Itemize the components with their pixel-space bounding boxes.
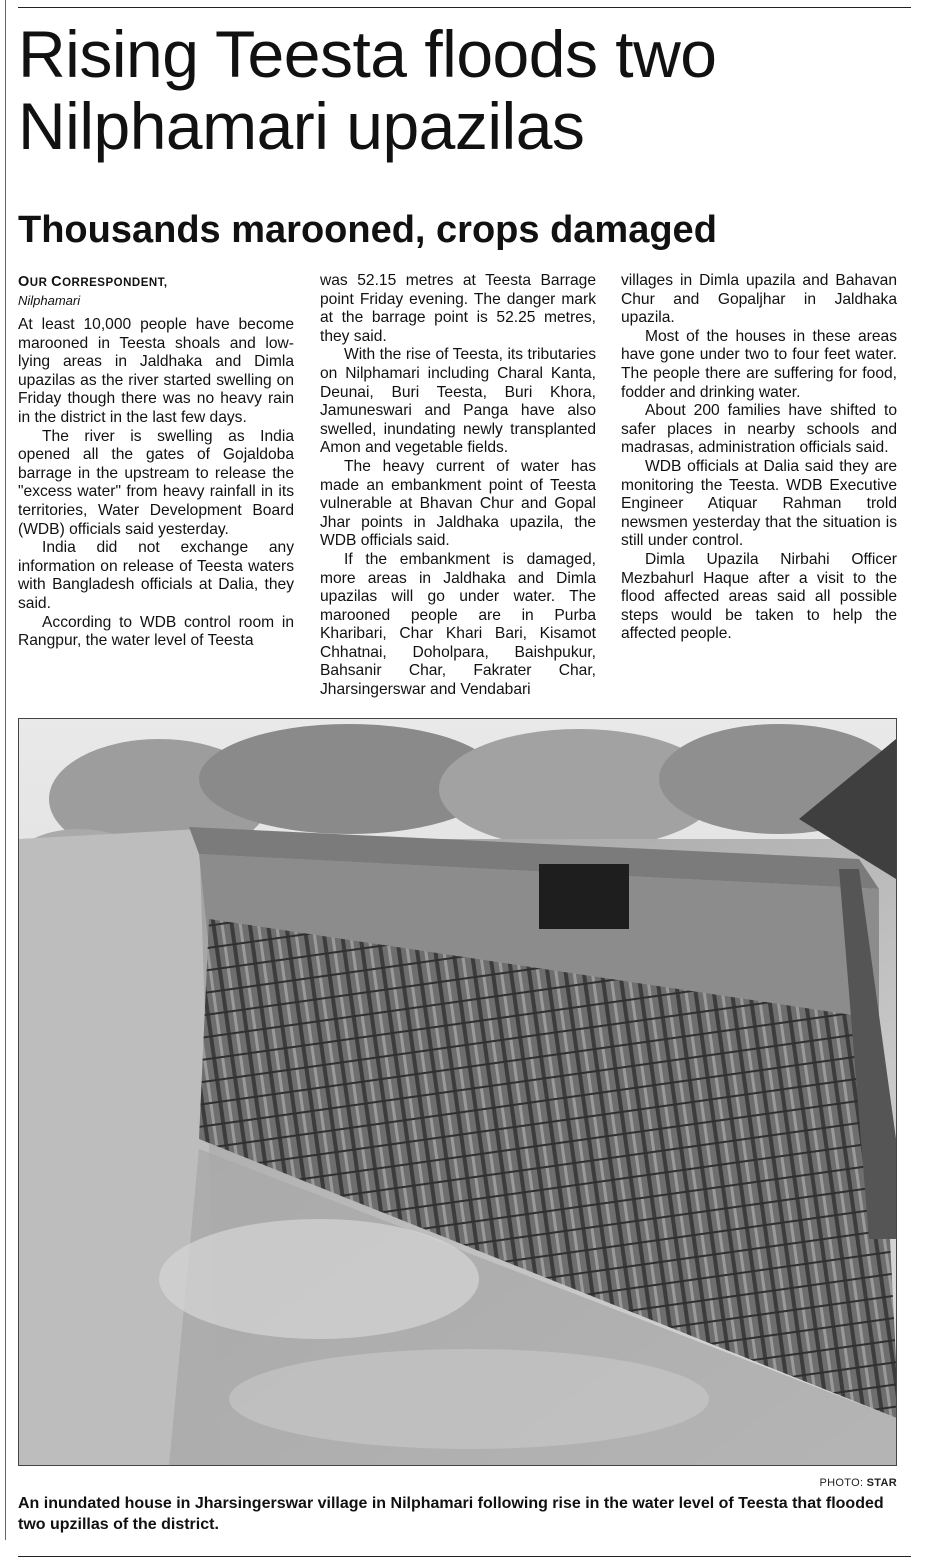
flooded-house-photo	[19, 719, 896, 1465]
paragraph: India did not exchange any information on release of Teesta waters with Bangladesh officials at Dalia, they said.	[18, 539, 294, 612]
paragraph: According to WDB control room in Rangpur, the water level of Teesta	[18, 613, 294, 650]
article-column-1	[18, 272, 294, 651]
paragraph: was 52.15 metres at Teesta Barrage point Friday evening. The danger mark at the barrage point is 52.25 metres, they said.	[320, 272, 596, 345]
paragraph: The heavy current of water has made an embankment point of Teesta vulnerable at Bhavan Chur and Gopal Jhar points in Jaldhaka upazila, the WDB officials said.	[320, 457, 596, 550]
news-photo	[18, 718, 897, 1466]
paragraph: WDB officials at Dalia said they are monitoring the Teesta. WDB Executive Engineer Atiquar Rahman trold newsmen yesterday that the situation is still under control.	[621, 457, 897, 550]
photo-credit: PHOTO: STAR	[819, 1477, 897, 1489]
article-column-3	[621, 272, 897, 644]
subheadline: Thousands marooned, crops damaged	[18, 209, 717, 251]
paragraph: villages in Dimla upazila and Bahavan Chur and Gopaljhar in Jaldhaka upazila.	[621, 272, 897, 327]
headline-line-2: Nilphamari upazilas	[18, 89, 585, 163]
headline-line-1: Rising Teesta floods two	[18, 17, 717, 91]
dateline: Nilphamari	[18, 293, 81, 308]
left-column-rule	[5, 0, 6, 1540]
paragraph: With the rise of Teesta, its tributaries on Nilphamari including Charal Kanta, Deunai, Buri Teesta, Buri Khora, Jamuneswari and Panga have also swelled, inundating newly transplanted Amon and vegetable fields.	[320, 346, 596, 457]
paragraph: The river is swelling as India opened all the gates of Gojaldoba barrage in the upstream to release the "excess water" from heavy rainfall in its territories, Water Development Board (WDB) officials said yesterday.	[18, 427, 294, 538]
paragraph: Dimla Upazila Nirbahi Officer Mezbahurl Haque after a visit to the flood affected areas said all possible steps would be taken to help the affected people.	[621, 550, 897, 643]
paragraph: Most of the houses in these areas have gone under two to four feet water. The people there are suffering for food, fodder and drinking water.	[621, 327, 897, 401]
top-rule	[18, 7, 911, 8]
byline: OUR CORRESPONDENT,	[18, 274, 168, 290]
headline	[18, 18, 908, 162]
bottom-rule	[18, 1556, 911, 1557]
paragraph: At least 10,000 people have become marooned in Teesta shoals and low-lying areas in Jaldhaka and Dimla upazilas as the river started swelling on Friday though there was no heavy rain in the district in the last few days.	[18, 316, 294, 426]
paragraph: About 200 families have shifted to safer places in nearby schools and madrasas, administration officials said.	[621, 402, 897, 457]
article-column-2	[320, 272, 596, 700]
paragraph: If the embankment is damaged, more areas in Jaldhaka and Dimla upazilas will go under water. The marooned people are in Purba Kharibari, Char Khari Bari, Kisamot Chhatnai, Doholpara, Baishpukur, Bahsanir Char, Fakrater Char, Jharsingerswar and Vendabari	[320, 550, 596, 699]
photo-caption: An inundated house in Jharsingerswar village in Nilphamari following rise in the water level of Teesta that flooded two upzillas of the district.	[18, 1495, 884, 1533]
